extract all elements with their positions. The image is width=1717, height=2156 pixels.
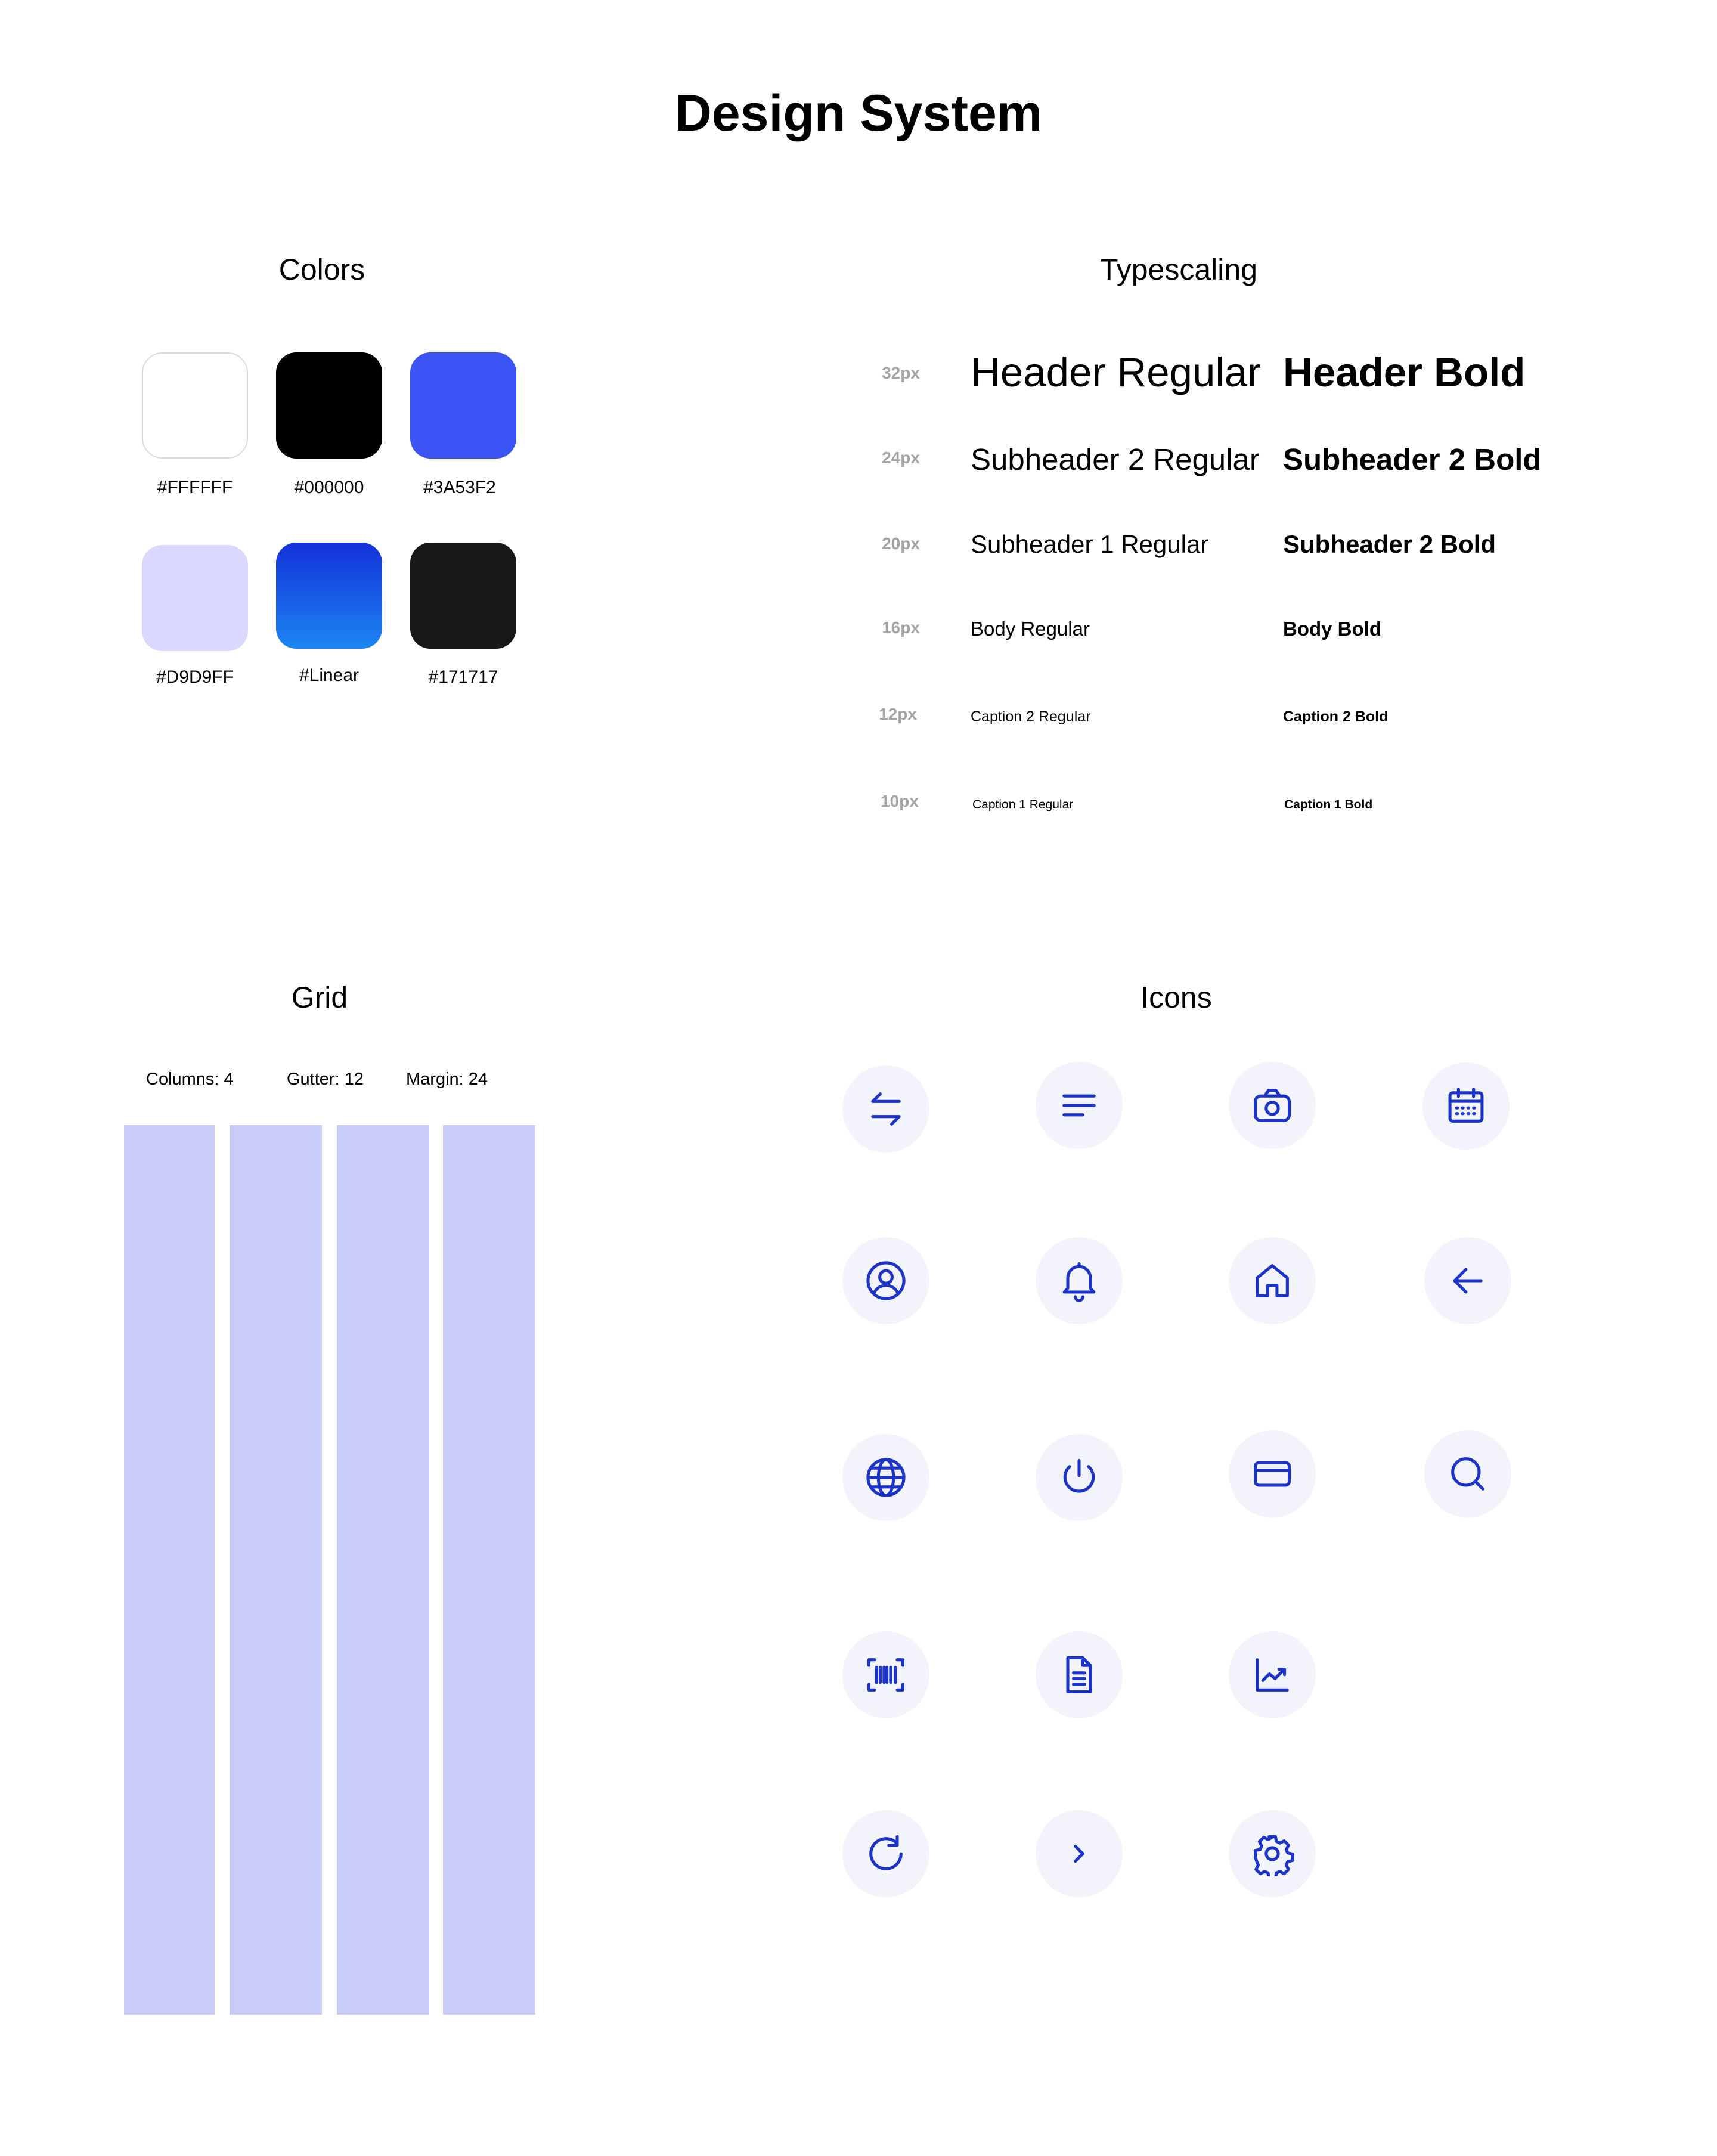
grid-gutter-label: Gutter: 12	[287, 1070, 364, 1089]
camera-icon[interactable]	[1229, 1062, 1316, 1149]
calendar-icon[interactable]	[1422, 1062, 1510, 1150]
document-icon[interactable]	[1036, 1631, 1123, 1718]
menu-lines-icon[interactable]	[1036, 1062, 1123, 1149]
typescale-regular: Body Regular	[971, 618, 1090, 640]
typescale-size: 32px	[882, 364, 920, 382]
user-circle-icon[interactable]	[842, 1237, 929, 1324]
bell-icon[interactable]	[1036, 1237, 1123, 1324]
refresh-icon[interactable]	[842, 1810, 929, 1897]
swatch-white	[142, 352, 248, 459]
chevron-right-icon[interactable]	[1036, 1810, 1123, 1897]
swatch-gradient	[276, 543, 382, 649]
typescale-regular: Header Regular	[971, 349, 1262, 395]
grid-columns-label: Columns: 4	[146, 1070, 234, 1089]
typescale-bold: Subheader 2 Bold	[1283, 442, 1542, 476]
globe-icon[interactable]	[842, 1434, 929, 1521]
grid-section-title: Grid	[291, 981, 348, 1014]
typescale-size: 24px	[882, 448, 920, 467]
typescale-regular: Subheader 2 Regular	[971, 442, 1260, 476]
typescale-regular: Caption 2 Regular	[971, 708, 1091, 725]
home-icon[interactable]	[1229, 1237, 1316, 1324]
swatch-label: #Linear	[299, 665, 359, 685]
power-icon[interactable]	[1036, 1434, 1123, 1521]
chart-line-icon[interactable]	[1229, 1631, 1316, 1718]
grid-column	[337, 1125, 429, 2015]
swatch-label: #3A53F2	[423, 478, 496, 497]
barcode-icon[interactable]	[842, 1631, 929, 1718]
typescale-bold: Caption 1 Bold	[1284, 798, 1373, 811]
typescale-size: 20px	[882, 534, 920, 553]
typescale-size: 16px	[882, 618, 920, 637]
colors-section-title: Colors	[278, 253, 365, 286]
swatch-black	[276, 352, 382, 459]
typescale-regular: Caption 1 Regular	[972, 798, 1074, 811]
typescale-bold: Caption 2 Bold	[1283, 708, 1389, 725]
swatch-label: #000000	[294, 478, 364, 497]
swatch-dark	[410, 543, 516, 649]
typescale-size: 12px	[879, 705, 917, 723]
swatch-label: #171717	[428, 667, 498, 687]
grid-column	[230, 1125, 322, 2015]
typescale-bold: Subheader 2 Bold	[1283, 530, 1496, 558]
gear-icon[interactable]	[1229, 1810, 1316, 1897]
swatch-blue	[410, 352, 516, 459]
icons-section-title: Icons	[1140, 981, 1212, 1014]
grid-column	[443, 1125, 535, 2015]
swatch-lavender	[142, 545, 248, 651]
typescale-size: 10px	[881, 792, 919, 810]
typescale-regular: Subheader 1 Regular	[971, 530, 1209, 558]
swap-arrows-icon[interactable]	[842, 1065, 929, 1153]
grid-column	[124, 1125, 215, 2015]
card-icon[interactable]	[1229, 1430, 1316, 1517]
typescale-bold: Body Bold	[1283, 618, 1381, 640]
swatch-label: #D9D9FF	[156, 667, 234, 687]
arrow-left-icon[interactable]	[1424, 1237, 1511, 1324]
page-title: Design System	[674, 85, 1043, 142]
typescaling-section-title: Typescaling	[1099, 253, 1258, 286]
swatch-label: #FFFFFF	[157, 478, 233, 497]
typescale-bold: Header Bold	[1283, 349, 1526, 395]
search-icon[interactable]	[1424, 1430, 1511, 1517]
grid-margin-label: Margin: 24	[406, 1070, 488, 1089]
